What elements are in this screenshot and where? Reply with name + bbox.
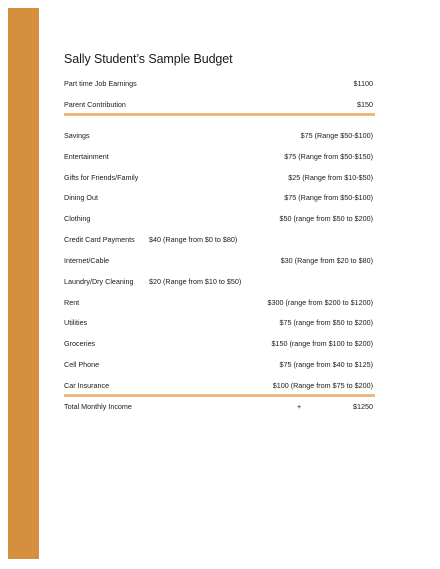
income-value: $1100	[353, 79, 373, 88]
expense-row-utilities	[64, 316, 373, 330]
income-row-parent	[64, 98, 373, 112]
expense-label: Utilities	[64, 318, 88, 327]
expense-row-internet	[64, 254, 373, 268]
expense-label: Rent	[64, 298, 80, 307]
expense-label: Internet/Cable	[64, 256, 110, 265]
budget-document	[64, 0, 376, 569]
expense-row-gifts	[64, 171, 373, 185]
expense-row-groceries	[64, 337, 373, 351]
expense-row-car-insurance	[64, 379, 373, 393]
total-divider	[64, 394, 375, 397]
income-value: $150	[357, 100, 373, 109]
expense-value: $75 (Range from $50-$100)	[284, 193, 373, 202]
expense-value: $75 (range from $50 to $200)	[279, 318, 373, 327]
expense-label: Gifts for Friends/Family	[64, 173, 139, 182]
expense-value: $40 (Range from $0 to $80)	[149, 235, 238, 244]
expense-label: Groceries	[64, 339, 96, 348]
expense-value: $20 (Range from $10 to $50)	[149, 277, 242, 286]
expense-label: Entertainment	[64, 152, 109, 161]
expense-row-laundry	[64, 275, 373, 289]
expense-row-dining	[64, 191, 373, 205]
section-divider	[64, 113, 375, 116]
total-value: $1250	[353, 402, 373, 411]
income-label: Parent Contribution	[64, 100, 126, 109]
expense-row-cell-phone	[64, 358, 373, 372]
expense-row-rent	[64, 296, 373, 310]
expense-label: Credit Card Payments	[64, 235, 135, 244]
expense-label: Laundry/Dry Cleaning	[64, 277, 134, 286]
expense-value: $150 (range from $100 to $200)	[271, 339, 373, 348]
document-title: Sally Student’s Sample Budget	[64, 52, 233, 66]
expense-value: $75 (range from $40 to $125)	[279, 360, 373, 369]
expense-row-entertainment	[64, 150, 373, 164]
expense-row-clothing	[64, 212, 373, 226]
expense-value: $50 (range from $50 to $200)	[279, 214, 373, 223]
expense-label: Cell Phone	[64, 360, 100, 369]
expense-row-credit-card	[64, 233, 373, 247]
expense-value: $25 (Range from $10-$50)	[288, 173, 373, 182]
expense-value: $100 (Range from $75 to $200)	[272, 381, 373, 390]
total-label: Total Monthly Income	[64, 402, 132, 411]
total-sign: +	[297, 402, 302, 411]
expense-label: Dining Out	[64, 193, 98, 202]
expense-label: Car Insurance	[64, 381, 110, 390]
total-row	[64, 400, 373, 414]
expense-value: $300 (range from $200 to $1200)	[267, 298, 373, 307]
sidebar-decorative-bar	[8, 8, 39, 559]
expense-value: $30 (Range from $20 to $80)	[280, 256, 373, 265]
expense-value: $75 (Range $50-$100)	[300, 131, 373, 140]
income-row-job	[64, 77, 373, 91]
expense-row-savings	[64, 129, 373, 143]
expense-label: Savings	[64, 131, 90, 140]
income-label: Part time Job Earnings	[64, 79, 137, 88]
expense-value: $75 (Range from $50-$150)	[284, 152, 373, 161]
expense-label: Clothing	[64, 214, 91, 223]
